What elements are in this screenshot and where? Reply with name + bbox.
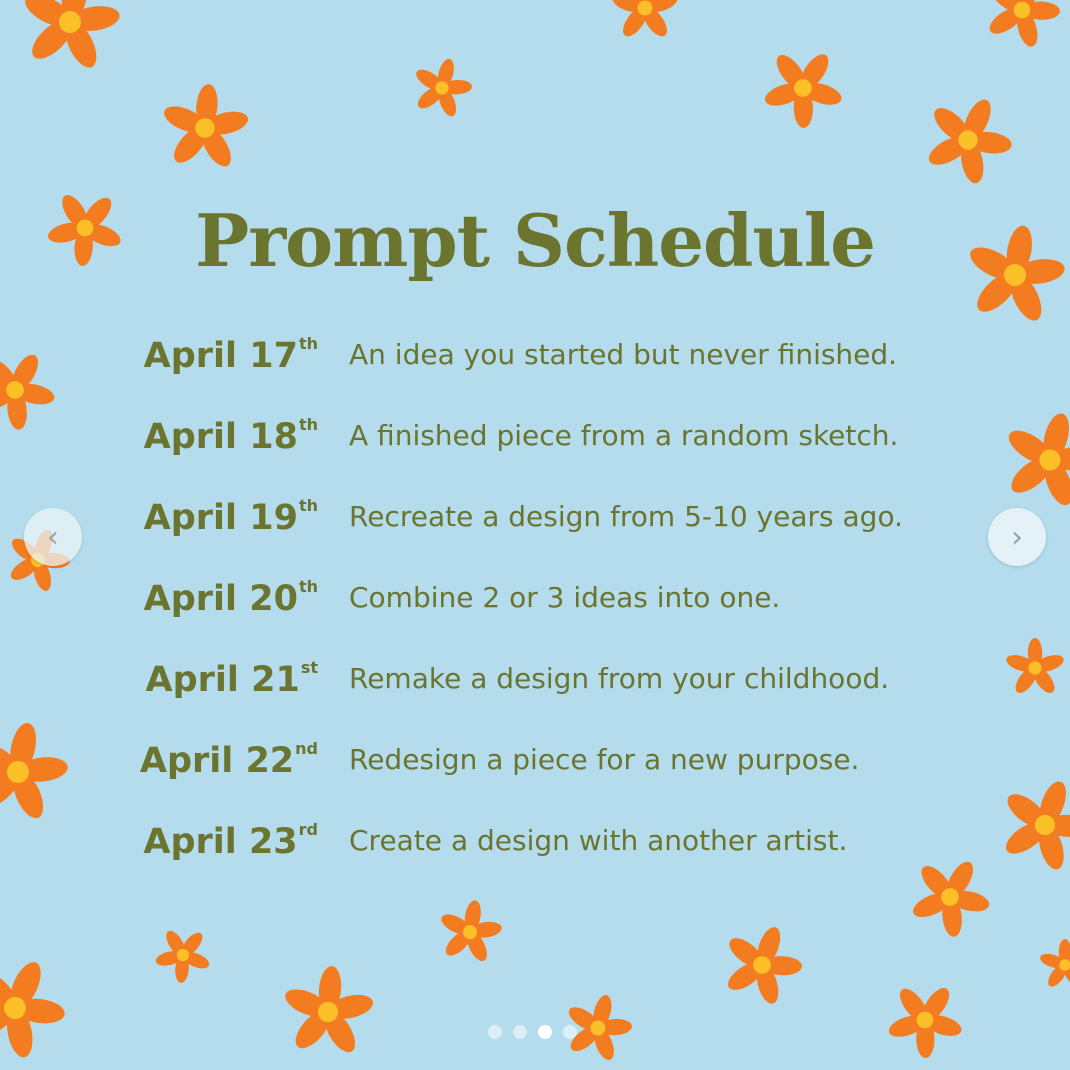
date-suffix: th — [298, 334, 318, 353]
flower-icon — [277, 962, 379, 1060]
flower-icon — [909, 81, 1027, 197]
schedule-date: April 21st — [145, 658, 318, 700]
flower-icon — [11, 0, 129, 78]
chevron-left-icon: ‹ — [47, 519, 59, 555]
schedule-prompt: Combine 2 or 3 ideas into one. — [349, 581, 781, 614]
schedule-row — [0, 496, 1070, 556]
schedule-prompt: Remake a design from your childhood. — [349, 662, 890, 695]
schedule-date: April 23rd — [143, 820, 318, 862]
carousel-dot[interactable] — [513, 1025, 527, 1039]
carousel-prev-button[interactable] — [24, 508, 82, 566]
chevron-right-icon: › — [1011, 519, 1023, 555]
schedule-date: April 17th — [143, 334, 318, 376]
date-suffix: rd — [298, 820, 318, 839]
schedule-prompt: Create a design with another artist. — [349, 824, 848, 857]
flower-icon — [610, 0, 680, 40]
date-suffix: th — [298, 415, 318, 434]
schedule-row — [0, 577, 1070, 637]
flower-icon — [432, 895, 507, 968]
flower-icon — [710, 913, 814, 1014]
page-title: Prompt Schedule — [195, 198, 875, 283]
carousel-dot[interactable] — [488, 1025, 502, 1039]
carousel-pagination — [488, 1025, 577, 1039]
schedule-row — [0, 334, 1070, 394]
flower-icon — [144, 915, 223, 994]
schedule-date: April 19th — [143, 496, 318, 538]
date-suffix: nd — [295, 739, 318, 758]
schedule-date: April 22nd — [139, 739, 318, 781]
schedule-prompt: Recreate a design from 5-10 years ago. — [349, 500, 903, 533]
flower-icon — [405, 51, 480, 123]
flower-icon — [872, 967, 978, 1070]
schedule-prompt: Redesign a piece for a new purpose. — [349, 743, 860, 776]
carousel-dot[interactable] — [538, 1025, 552, 1039]
date-suffix: st — [300, 658, 318, 677]
schedule-row — [0, 658, 1070, 718]
date-suffix: th — [298, 496, 318, 515]
carousel-dot[interactable] — [563, 1025, 577, 1039]
flower-icon — [1038, 939, 1070, 990]
schedule-prompt: A finished piece from a random sketch. — [349, 419, 899, 452]
carousel-next-button[interactable] — [988, 508, 1046, 566]
flower-icon — [748, 32, 860, 143]
schedule-prompt: An idea you started but never finished. — [349, 338, 898, 371]
schedule-row — [0, 415, 1070, 475]
flower-icon — [156, 80, 253, 173]
schedule-date: April 18th — [143, 415, 318, 457]
date-suffix: th — [298, 577, 318, 596]
schedule-date: April 20th — [143, 577, 318, 619]
flower-icon — [0, 941, 83, 1070]
schedule-row — [0, 739, 1070, 799]
schedule-row — [0, 820, 1070, 880]
flower-icon — [973, 0, 1070, 57]
